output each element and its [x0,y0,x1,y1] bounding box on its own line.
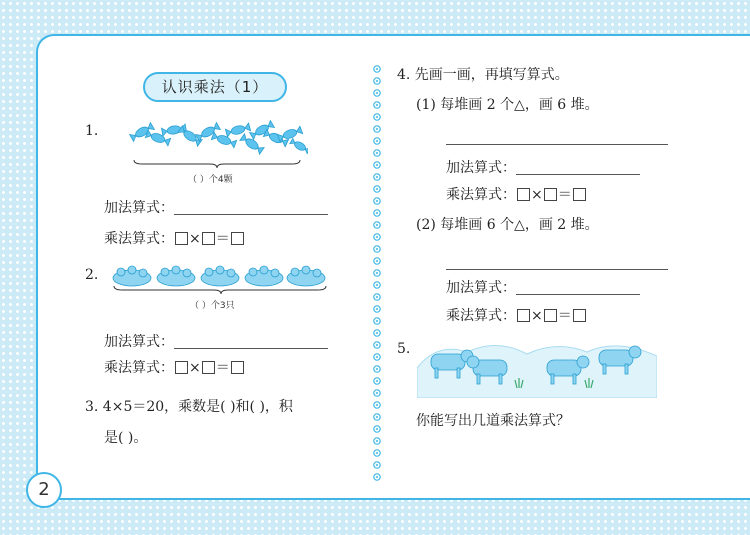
q1-box-3[interactable] [231,232,244,245]
equals-sign: ＝ [215,360,230,376]
q1-box-1[interactable] [175,232,188,245]
q4-part1-mul-label: 乘法算式： [446,187,516,203]
q4-part1-add-label: 加法算式： [446,160,516,176]
q1-mul-row [104,230,245,248]
q4-part2-box-1[interactable] [517,309,530,322]
times-sign: × [189,231,201,247]
q4-part2-mul-label: 乘法算式： [446,308,516,324]
q3-line-1: 3. 4×5＝20，乘数是( )和( )，积 [85,399,293,415]
q4-part2-drawing-line[interactable] [446,251,668,270]
q2-box-2[interactable] [202,361,215,374]
q4-part1-box-3[interactable] [573,188,586,201]
q4-prompt: 4. 先画一画，再填写算式。 [397,67,569,83]
q4-part2-box-2[interactable] [544,309,557,322]
q4-part1-add-answer-line[interactable] [516,156,640,175]
q2-caption: （ ）个3只 [190,301,235,311]
equals-sign: ＝ [215,231,230,247]
q4-part1-box-2[interactable] [544,188,557,201]
candy-group-illustration [128,118,308,160]
equals-sign: ＝ [557,187,572,203]
q5-question: 你能写出几道乘法算式？ [416,413,570,429]
q4-part-2: (2) 每堆画 6 个△，画 2 堆。 [416,217,599,233]
q4-part2-mul-row [446,307,587,325]
equals-sign: ＝ [557,308,572,324]
q2-mul-row [104,359,245,377]
cattle-scene-illustration [417,338,657,398]
page-number: 2 [26,472,62,508]
column-divider [372,64,382,484]
q1-box-2[interactable] [202,232,215,245]
q2-mul-label: 乘法算式： [104,360,174,376]
q5-number: 5. [397,341,411,357]
q4-part2-add-label: 加法算式： [446,280,516,296]
q2-add-label: 加法算式： [104,334,174,350]
q1-mul-label: 乘法算式： [104,231,174,247]
q1-brace [132,158,302,170]
times-sign: × [531,187,543,203]
q4-part2-add-answer-line[interactable] [516,276,640,295]
q1-caption: （ ）个4颗 [188,175,233,185]
q4-part-1: (1) 每堆画 2 个△，画 6 堆。 [416,97,599,113]
q4-part1-mul-row [446,186,587,204]
q4-part1-box-1[interactable] [517,188,530,201]
q2-box-1[interactable] [175,361,188,374]
q2-box-3[interactable] [231,361,244,374]
q4-part2-box-3[interactable] [573,309,586,322]
q2-number: 2. [85,267,99,283]
q4-part1-drawing-line[interactable] [446,126,668,145]
q2-add-answer-line[interactable] [174,330,328,349]
q1-add-label: 加法算式： [104,200,174,216]
q1-add-answer-line[interactable] [174,196,328,215]
q2-brace [112,284,330,296]
times-sign: × [531,308,543,324]
q1-number: 1. [85,123,99,139]
q3-line-2: 是( )。 [104,430,148,446]
page-title: 认识乘法（1） [143,72,287,102]
times-sign: × [189,360,201,376]
